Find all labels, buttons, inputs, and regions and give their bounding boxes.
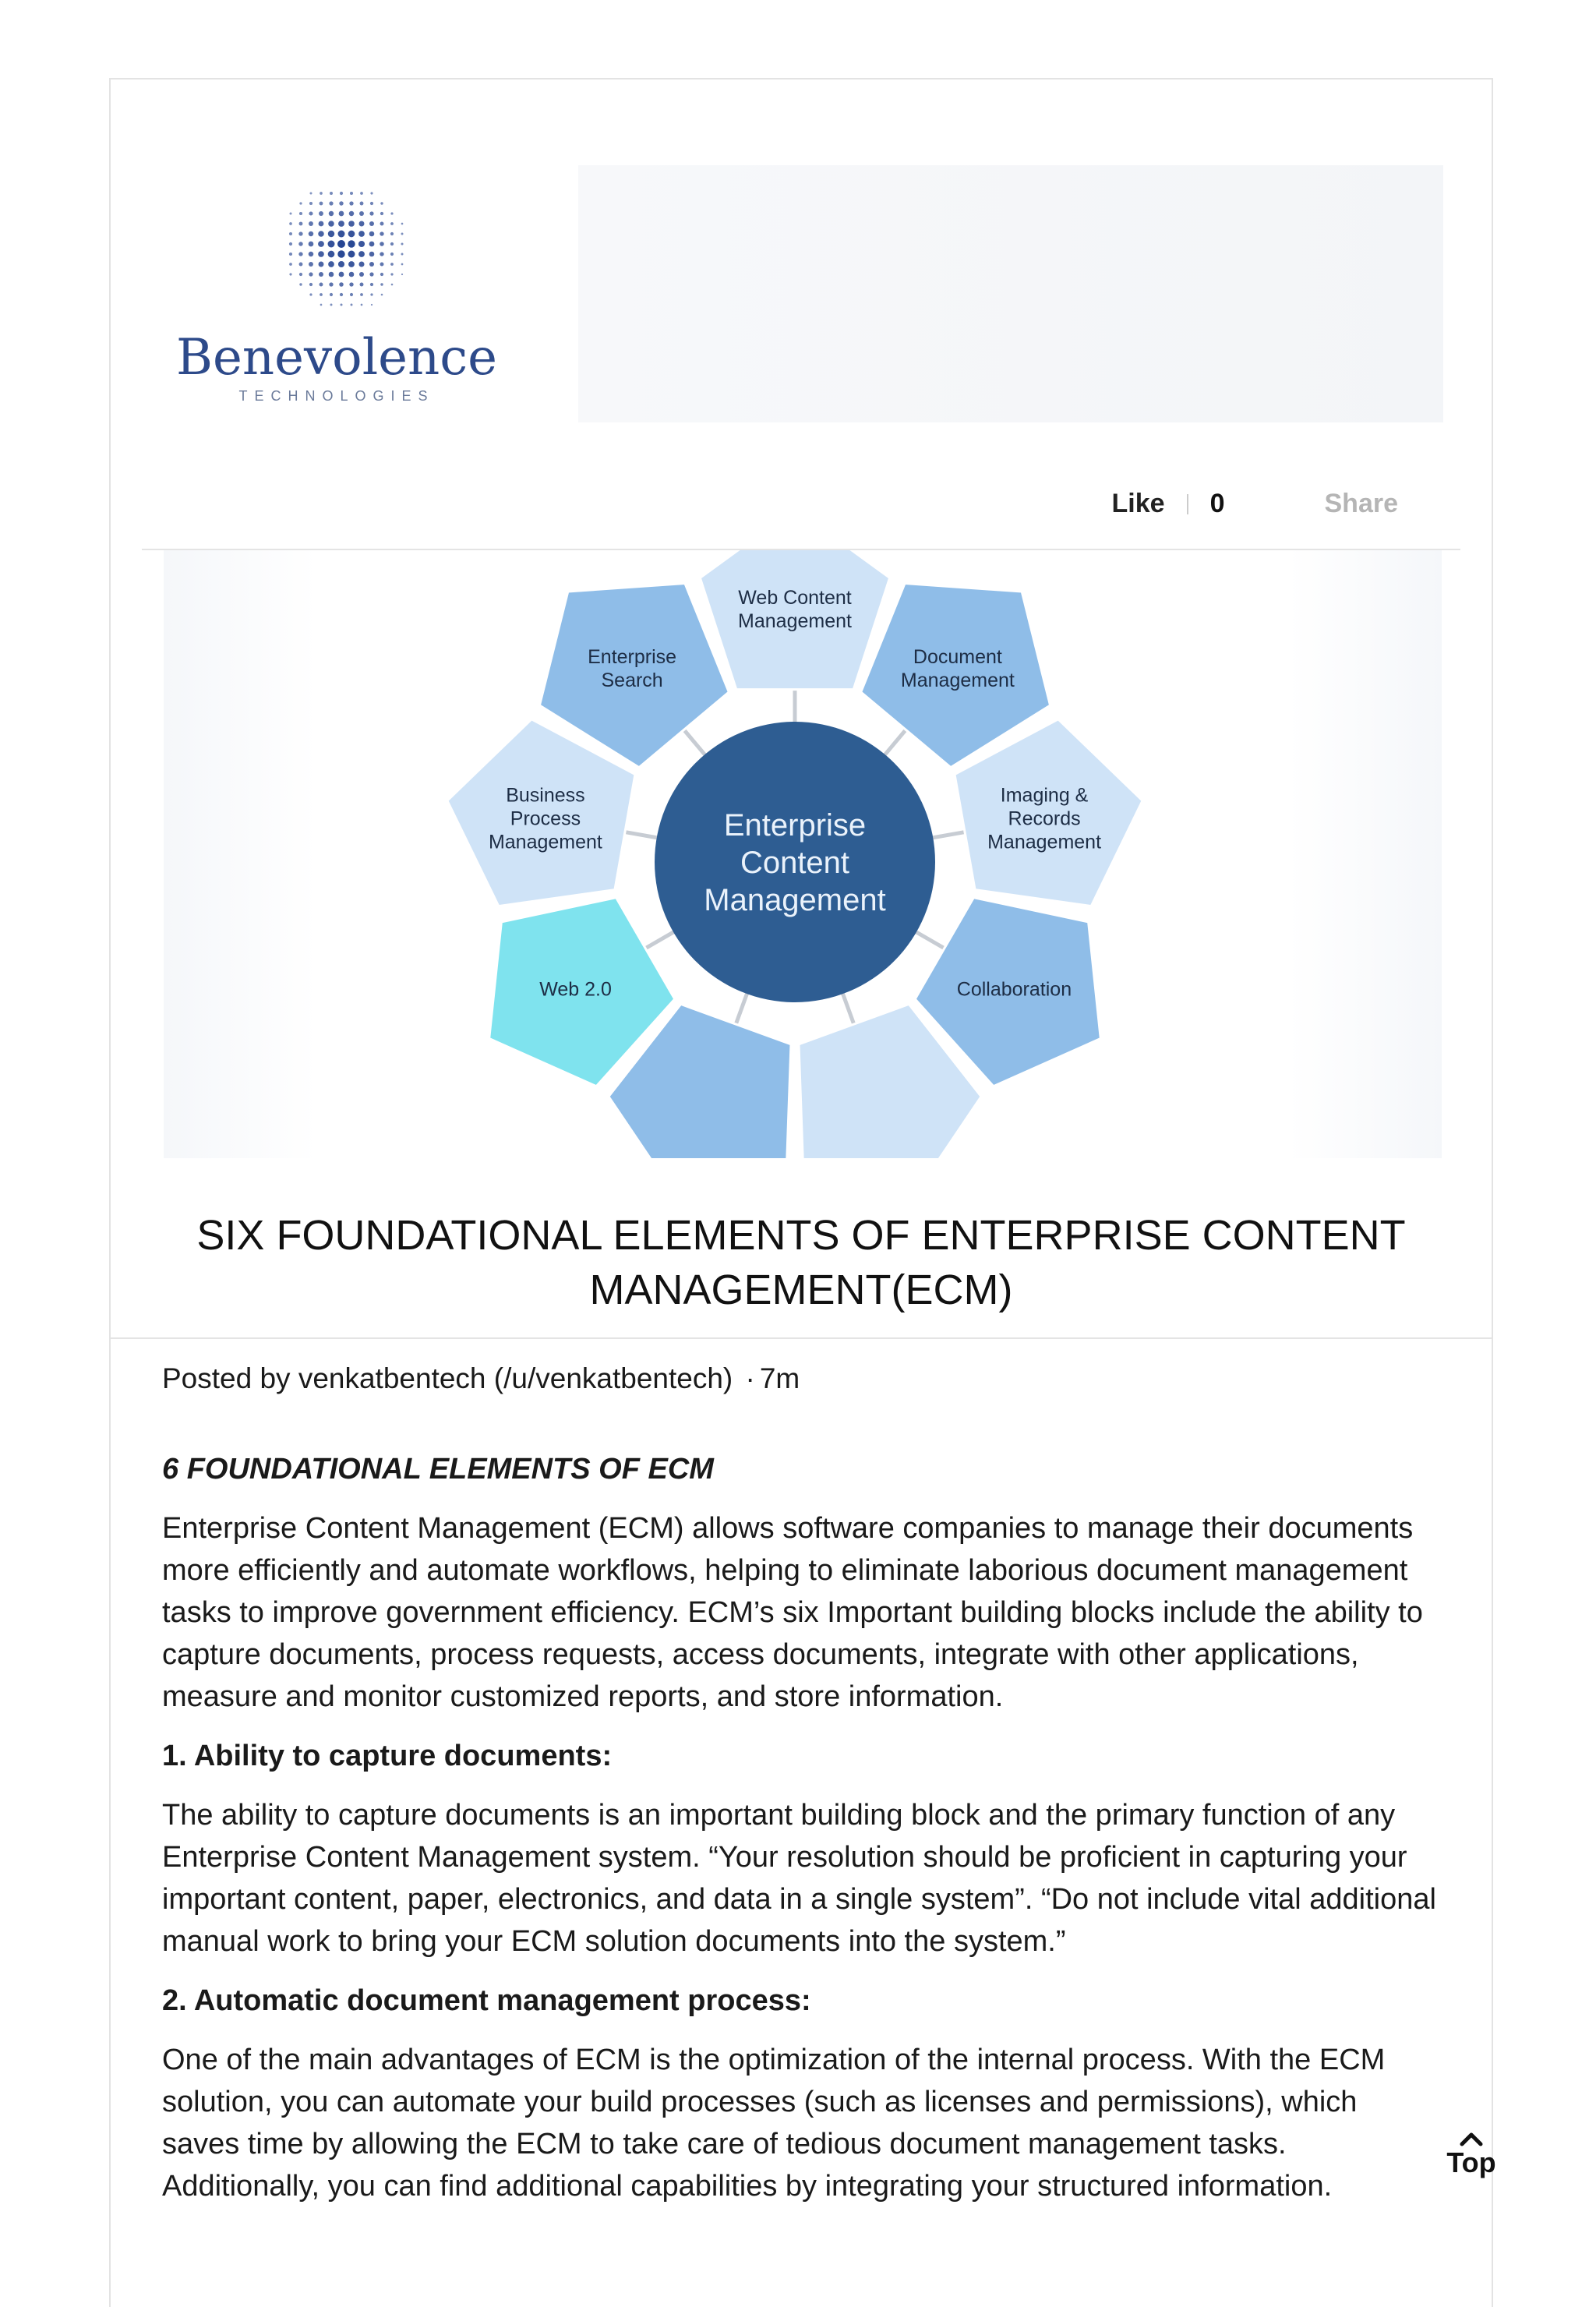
article-body [162,1358,1440,2224]
globe-dot [351,304,353,306]
globe-dot [328,241,335,248]
post-time: 7m [759,1362,800,1394]
globe-dot [401,223,404,225]
divider [111,1337,1492,1339]
globe-dot [319,221,324,227]
diagram-center-label: Management [704,883,886,917]
globe-dot [318,231,324,237]
globe-dot [289,212,291,214]
diagram-node-label: Management [488,831,602,853]
globe-dot [380,231,383,235]
globe-dot [318,251,324,257]
globe-dot [338,261,344,267]
globe-dot [309,293,312,295]
benevolence-logo [165,173,508,422]
diagram-node-label: Business [506,784,585,807]
section-2-paragraph: One of the main advantages of ECM is the optimization of the internal process. With the ECM solution, you can automate your build processes (such as licenses and permissions), which saves time by allowing the ECM to take care of tedious document management tasks. Additionally, you can find additional capabilities by integrating your structured information. [162,2044,1386,2203]
globe-dot [369,262,374,267]
globe-dot [319,211,323,216]
globe-dot [349,272,355,277]
globe-dot [390,242,394,246]
diagram-node-label: Document [913,646,1002,669]
globe-dot [289,273,291,275]
globe-dot [390,222,394,225]
globe-dot [330,192,333,195]
globe-dot [369,242,375,247]
globe-dot [298,231,302,235]
globe-dot [320,192,323,195]
globe-dot [299,212,302,215]
diagram-node-label: Web 2.0 [539,978,612,1001]
globe-dot [359,272,364,277]
globe-dot [370,283,373,286]
section-1-paragraph: The ability to capture documents is an important building block and the primary function of any Enterprise Content Management system. “Your resolution should be proficient in capturing your important content, paper, electronics, and data in a single system”. “Do not include vital additional manual work to bring your ECM solution documents into the system.” [162,1799,1436,1958]
back-to-top-label: Top [1446,2146,1496,2178]
globe-dot [329,282,333,286]
ecm-diagram-svg [164,550,1442,1158]
back-to-top-button[interactable] [1440,2123,1502,2179]
globe-dot [380,252,383,256]
globe-dot [319,272,323,277]
globe-dot [289,253,292,256]
globe-dot [401,242,403,245]
globe-dot [358,261,364,267]
globe-dot [337,240,345,248]
globe-dot [289,222,292,225]
globe-dot [329,201,333,205]
diagram-node-label: Search [601,669,663,692]
globe-dot [309,262,313,267]
chevron-up-icon [1440,2123,1502,2146]
diagram-node-label: Management [738,610,852,632]
banner-area [578,165,1443,422]
globe-dot [309,192,312,194]
globe-dot [328,261,334,267]
diagram-node-label: Management [987,831,1102,853]
diagram-node-label: Management [900,669,1015,692]
globe-dot [349,282,353,286]
globe-dot [360,293,363,296]
globe-dot [369,221,374,226]
globe-dot [298,242,302,246]
globe-dot [337,250,344,257]
globe-dot [348,221,355,227]
globe-dot [370,202,373,205]
diagram-center-label: Enterprise [723,808,867,843]
globe-dot [309,283,312,286]
like-count: 0 [1209,489,1225,518]
globe-dot [380,222,384,226]
logo-tagline: TECHNOLOGIES [238,388,435,404]
globe-dot [309,242,314,247]
globe-dot [339,211,344,217]
globe-dot [309,211,312,215]
globe-dot [358,251,365,257]
globe-dot [299,273,302,276]
globe-dot [299,222,303,226]
diagram-center-label: Content [740,846,850,880]
globe-dot [309,231,313,236]
globe-dot [361,304,363,306]
globe-dot [299,202,302,204]
globe-dot [380,273,383,276]
globe-dot [360,192,363,195]
globe-dot [401,233,404,235]
globe-dot [289,232,292,235]
ecm-diagram [164,550,1442,1158]
globe-dot [330,304,333,306]
globe-dot [320,283,323,287]
globe-dot [380,242,384,246]
globe-dot [330,293,333,296]
globe-dot [360,283,364,287]
globe-dot [359,211,364,216]
globe-dot [338,231,345,238]
diagram-node-label: Web Content [738,587,852,609]
article-header [111,79,1492,547]
globe-dot [319,262,324,267]
globe-dot [380,212,383,215]
globe-dot [299,263,303,267]
diagram-node-label: Enterprise [588,646,677,669]
post-actions [1090,489,1398,519]
section-1-heading: 1. Ability to capture documents: [162,1740,613,1772]
globe-dot [348,231,355,238]
globe-dot [340,303,342,306]
article-title: SIX FOUNDATIONAL ELEMENTS OF ENTERPRISE CONTENT MANAGEMENT(ECM) [196,1212,1406,1313]
globe-dot [401,253,404,256]
globe-dot [309,202,312,205]
globe-dot [339,272,344,277]
article-card [109,78,1496,2307]
globe-dot [369,272,373,276]
posted-by[interactable]: Posted by venkatbentech (/u/venkatbentech) [162,1362,733,1394]
globe-dot [369,231,375,237]
globe-dot [339,282,344,287]
globe-dot [298,252,302,256]
diagram-node-label: Imaging & [1000,784,1089,807]
globe-dot [328,251,335,258]
diagram-node-label: Records [1008,807,1081,830]
intro-paragraph: Enterprise Content Management (ECM) allows software companies to manage their documents more efficiently and automate workflows, helping to eliminate laborious document management tasks to improve government efficiency. ECM’s six Important building blocks include the ability to capture documents, process requests, access documents, integrate with other applications, measure and monitor customized reports, and store information. [162,1512,1423,1713]
globe-dot [350,293,353,296]
globe-dot [381,294,383,296]
globe-dot [360,202,364,206]
diagram-node-label: Collaboration [956,978,1072,1001]
globe-dot [390,273,393,275]
globe-dot [380,283,383,285]
article-subhead: 6 FOUNDATIONAL ELEMENTS OF ECM [162,1453,714,1486]
globe-dot [340,192,343,195]
diagram-node-label: Process [510,807,581,830]
globe-dot [309,252,313,256]
globe-dot [320,293,323,296]
globe-dot [359,221,365,227]
globe-dot [299,283,302,285]
globe-dot [349,201,353,205]
logo-name: Benevolence [176,329,497,387]
globe-dot [328,231,334,237]
globe-dot [349,211,354,216]
globe-dot [371,304,373,306]
globe-dot [391,284,394,286]
globe-dot [289,242,292,246]
globe-dot [309,221,313,226]
globe-dot [348,240,355,247]
globe-dot [370,192,373,194]
section-2-heading: 2. Automatic document management process: [162,1984,811,2017]
share-button[interactable]: Share [1324,489,1398,518]
globe-dot [309,272,312,276]
globe-dot [289,263,292,266]
globe-dot [340,293,343,296]
globe-dot [328,221,334,227]
globe-dot [358,241,365,247]
globe-dot [390,232,394,235]
post-meta [162,1358,1440,1400]
globe-dot [380,263,384,267]
globe-dot [320,304,323,306]
globe-dot [369,252,375,257]
meta-dot: · [745,1362,755,1394]
globe-dot [390,212,393,214]
globe-dot [329,211,334,216]
globe-dot [370,293,373,295]
globe-dot [380,202,383,204]
globe-dot [338,221,344,227]
like-button[interactable]: Like [1111,489,1165,518]
globe-dot [390,263,394,266]
globe-dot [348,261,355,267]
globe-dot [329,272,334,277]
globe-dot [350,192,353,195]
globe-dot [390,253,394,256]
globe-dot [348,251,355,258]
globe-dot [401,274,403,275]
globe-dot [358,231,365,237]
globe-dot [318,241,324,247]
globe-dot [320,202,323,206]
globe-dot [401,263,404,266]
globe-dot [369,211,373,215]
globe-dot [339,201,343,205]
